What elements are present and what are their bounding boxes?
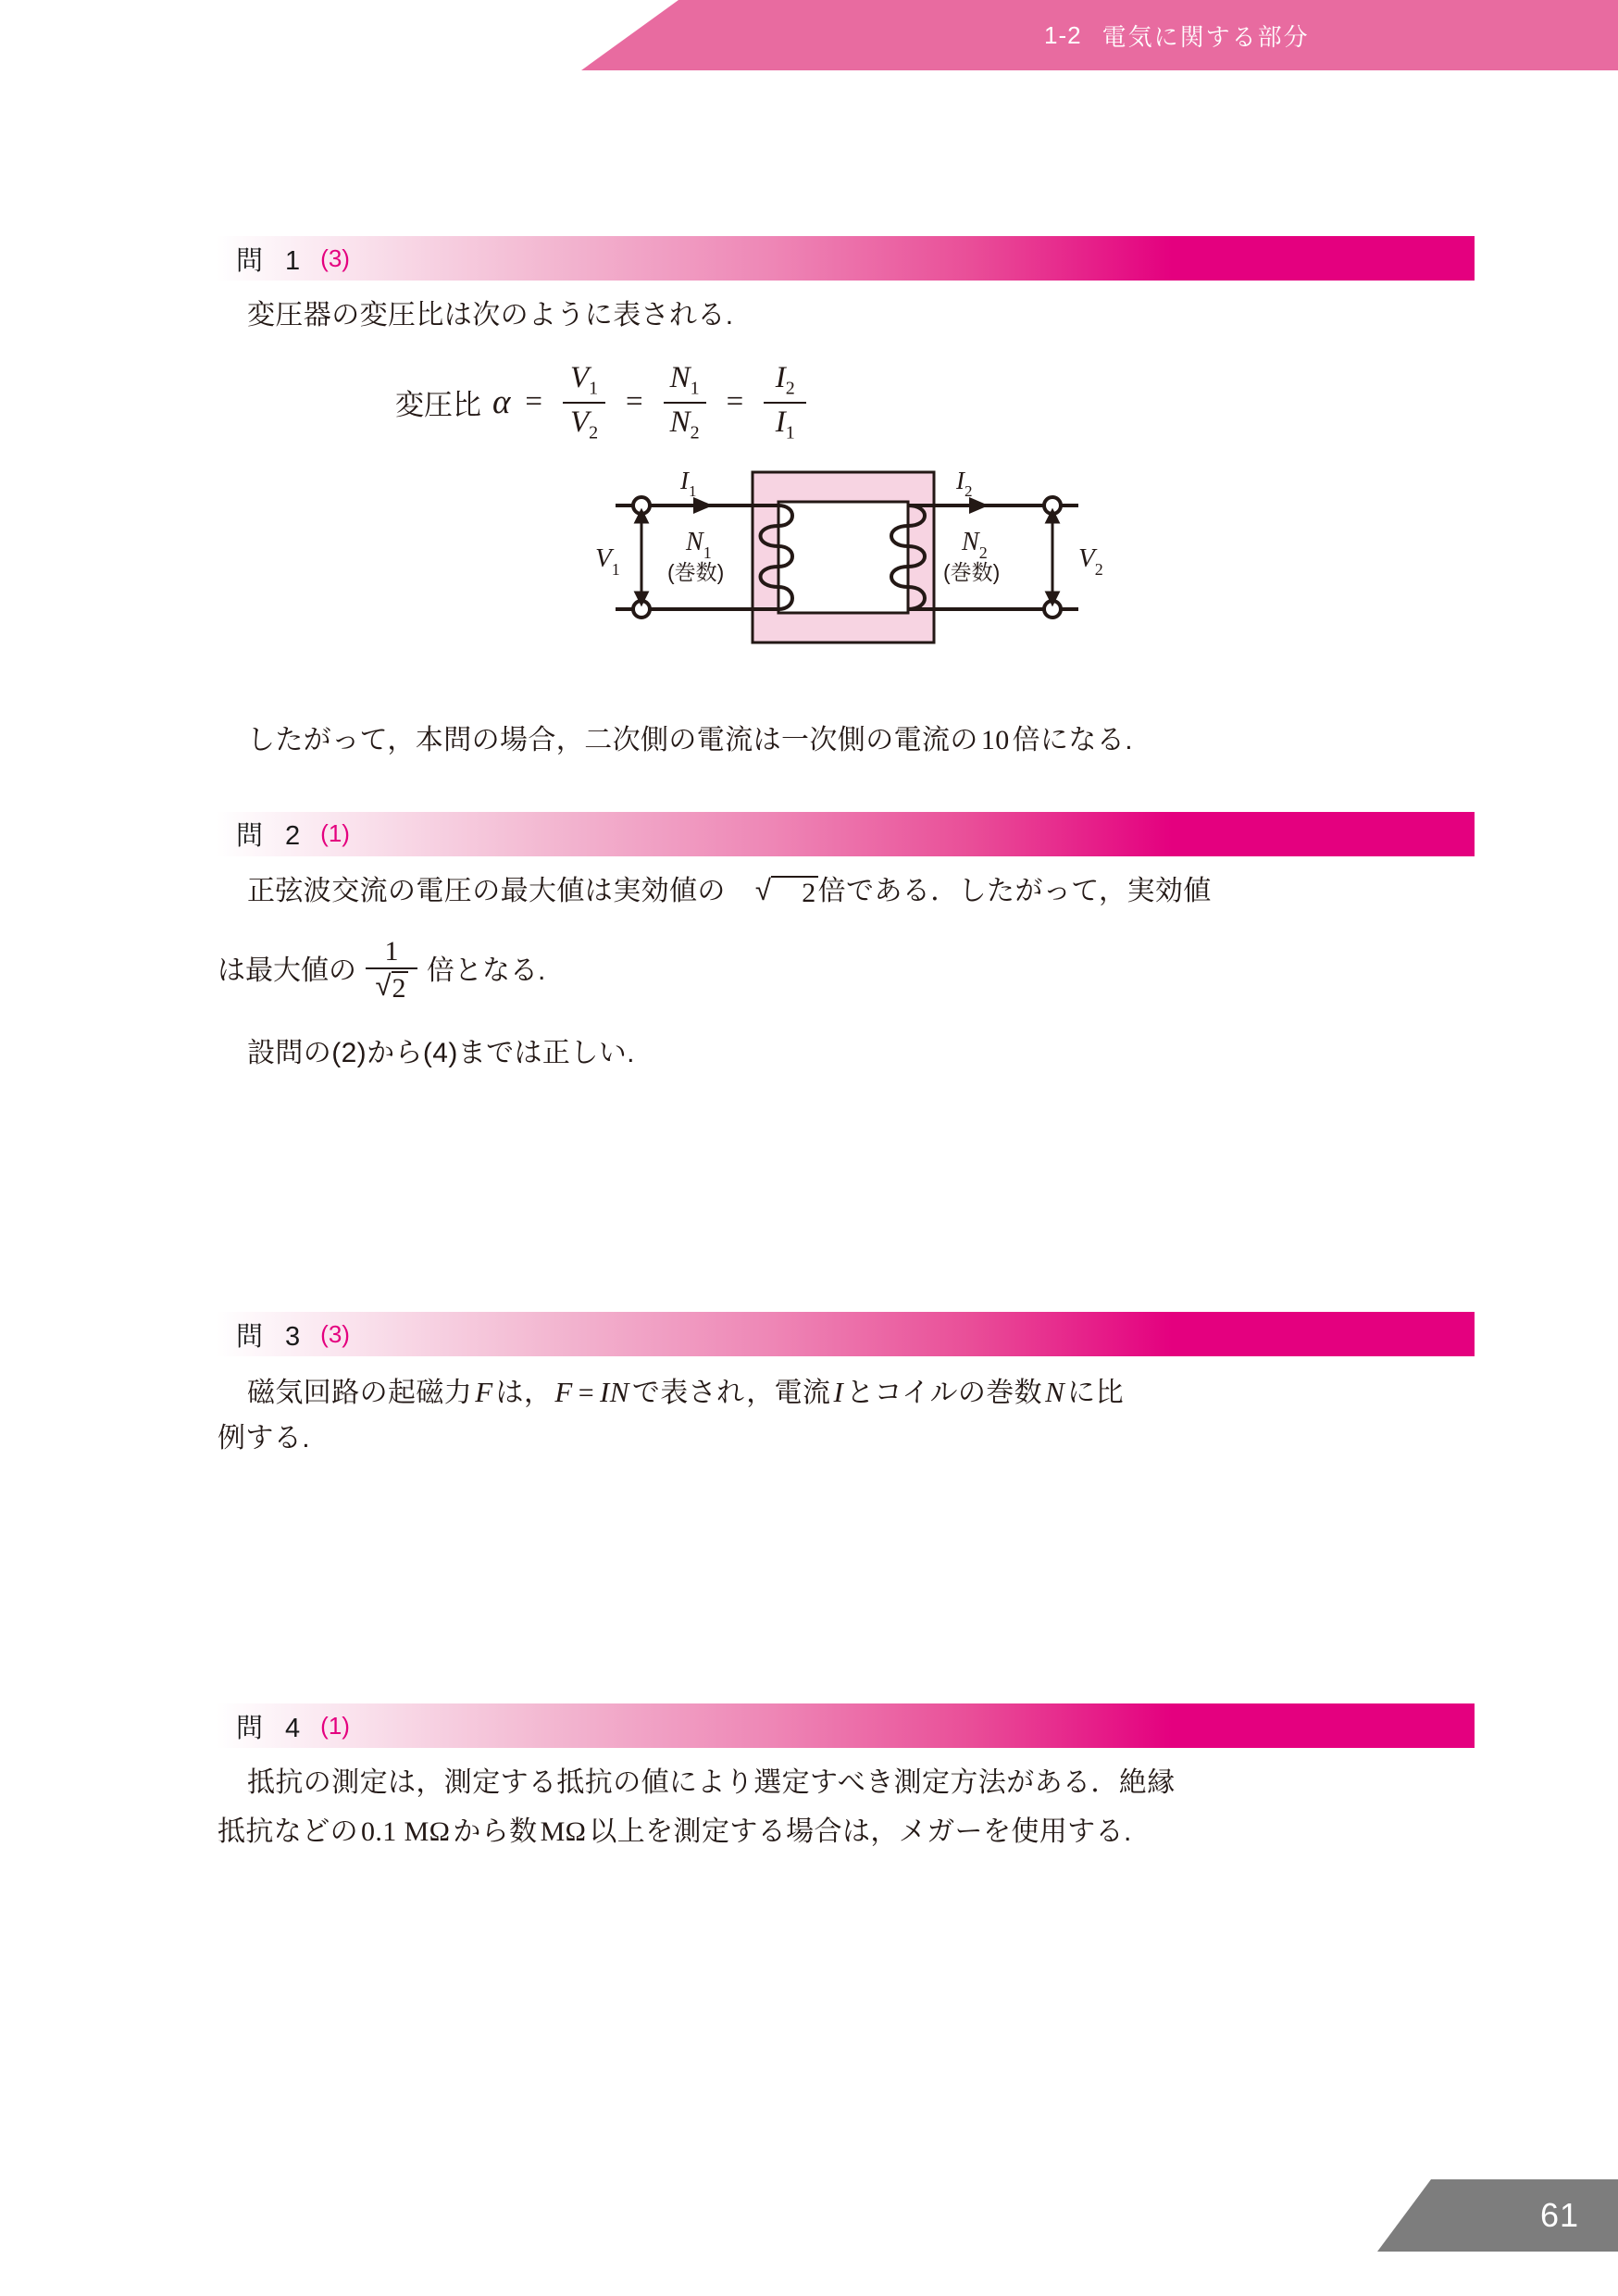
q2-line-2: [218, 938, 1475, 1004]
q1-formula-eq-2: =: [626, 385, 643, 419]
label-primary-current: $I_1$: [680, 466, 697, 500]
q1-frac-i-num: $I_2$: [775, 360, 795, 399]
q2-l2-text-a: は最大値の: [218, 955, 356, 986]
q1-formula: [218, 361, 1475, 444]
q1-p2-text-b: 倍になる.: [1012, 724, 1133, 755]
q1-formula-eq-3: =: [726, 385, 744, 419]
question-3-label: [236, 1316, 302, 1354]
question-2-answer: (1): [320, 819, 350, 848]
question-2-body: [216, 869, 1475, 1077]
secondary-current-arrow: [945, 500, 984, 511]
q2-line-1: [218, 869, 1475, 915]
core-window-rect: [778, 502, 908, 613]
q2-fraction-one-over-root-two: [366, 938, 417, 1004]
q3-l1-text-b: は，: [495, 1378, 553, 1409]
q2-frac-numerator: 1: [384, 936, 399, 967]
q1-frac-v-den: $V_2$: [569, 405, 599, 443]
q2-l1-text-b: 倍である．したがって，実効値: [817, 875, 1212, 906]
header-section-number: 1-2: [1044, 20, 1082, 49]
label-secondary-turns-caption: (巻数): [943, 559, 1001, 584]
q1-formula-alpha: α: [492, 383, 511, 422]
question-3-number: 3: [285, 1321, 303, 1352]
question-4-number: 4: [285, 1713, 303, 1743]
label-primary-voltage: $V_1$: [595, 543, 620, 579]
question-4-heading: [216, 1703, 1475, 1748]
question-4-kanji: 問: [236, 1713, 266, 1743]
question-4-body: [216, 1761, 1475, 1854]
question-1-kanji: 問: [236, 245, 266, 276]
label-primary-turns-caption: (巻数): [667, 559, 725, 584]
q3-var-F1: F: [475, 1376, 493, 1409]
q4-l2-text-b: から数: [453, 1816, 538, 1848]
q3-var-I: I: [833, 1376, 844, 1409]
q1-frac-n-den: $N_2$: [669, 405, 700, 443]
q4-value-0.1-megohm: 0.1 MΩ: [361, 1816, 451, 1848]
q1-formula-eq-1: =: [525, 385, 543, 419]
q3-equals: =: [578, 1378, 595, 1409]
question-1-label: [236, 240, 302, 278]
q3-line-1: [218, 1369, 1475, 1416]
header-title: [581, 0, 1618, 70]
q1-frac-i-bar: [764, 402, 806, 404]
q1-fraction-v: [563, 361, 605, 444]
q3-var-IN: IN: [600, 1376, 629, 1409]
q1-paragraph-2: [218, 718, 1475, 764]
q2-line-3: 設問の(2)から(4)までは正しい.: [247, 1037, 635, 1068]
q4-line-1: 抵抗の測定は，測定する抵抗の値により選定すべき測定方法がある．絶縁: [247, 1767, 1176, 1799]
q1-formula-lead: 変圧比: [395, 389, 481, 422]
q3-l1-text-d: とコイルの巻数: [846, 1378, 1043, 1409]
spacer-after-q2: [216, 1076, 1475, 1312]
q4-value-megohm: MΩ: [540, 1816, 587, 1848]
q1-frac-n-num: $N_1$: [669, 360, 700, 399]
question-1-number: 1: [285, 245, 303, 276]
question-2-number: 2: [285, 821, 303, 852]
header-section-title: 電気に関する部分: [1101, 22, 1310, 51]
q1-p2-text-a: したがって，本問の場合，二次側の電流は一次側の電流の: [247, 724, 978, 755]
q1-p2-number: 10: [980, 724, 1010, 755]
folio-shape: [1377, 2179, 1618, 2252]
q2-frac-den-radicand: 2: [392, 973, 406, 1004]
q1-frac-n-bar: [664, 402, 706, 404]
q3-l1-text-e: に比: [1067, 1378, 1124, 1409]
q4-l2-text-c: 以上を測定する場合は，メガーを使用する.: [589, 1816, 1132, 1848]
primary-current-arrow: [667, 500, 708, 511]
label-secondary-turns: $N_2$: [962, 527, 988, 562]
q3-line-2: 例する.: [218, 1422, 310, 1454]
q3-var-F2: F: [554, 1376, 573, 1409]
q3-l1-text-a: 磁気回路の起磁力: [247, 1378, 473, 1409]
q2-l1-text-a: 正弦波交流の電圧の最大値は実効値の: [247, 875, 726, 906]
question-2-label: [236, 815, 302, 853]
label-secondary-current: $I_2$: [956, 466, 973, 500]
q1-fraction-n: [664, 361, 706, 444]
question-1-body: [216, 293, 1475, 764]
q3-var-N: N: [1045, 1376, 1065, 1409]
page-number: 61: [1539, 2196, 1579, 2234]
question-3-heading: [216, 1312, 1475, 1356]
transformer-figure: [218, 465, 1476, 678]
q2-sqrt-2: √ 2: [754, 873, 816, 908]
question-3-kanji: 問: [236, 1321, 266, 1352]
q2-sqrt-radicand: 2: [771, 876, 817, 908]
q4-line-2: [218, 1810, 1475, 1855]
q3-l1-text-c: で表され，電流: [631, 1378, 831, 1409]
question-2-heading: [216, 812, 1475, 856]
question-3-body: [216, 1369, 1475, 1461]
q1-frac-i-den: $I_1$: [775, 405, 795, 443]
question-4-answer: (1): [320, 1711, 350, 1740]
q1-fraction-i: [764, 361, 806, 444]
content-column: [216, 236, 1475, 1855]
question-4-label: [236, 1707, 302, 1745]
q2-l2-text-b: 倍となる.: [427, 955, 546, 986]
secondary-voltage-arrow: [1047, 511, 1058, 604]
question-3-answer: (3): [320, 1319, 350, 1348]
q1-frac-v-num: $V_1$: [569, 360, 599, 399]
q1-frac-v-bar: [563, 402, 605, 404]
q1-paragraph-1: 変圧器の変圧比は次のように表される.: [247, 300, 734, 331]
label-secondary-voltage: $V_2$: [1078, 543, 1103, 579]
primary-voltage-arrow: [636, 511, 647, 604]
label-primary-turns: $N_1$: [686, 527, 712, 562]
question-1-heading: [216, 236, 1475, 281]
running-header: [0, 0, 1618, 70]
q2-frac-denominator: √ 2: [375, 969, 406, 1004]
q4-l2-text-a: 抵抗などの: [218, 1816, 358, 1848]
question-1-answer: (3): [320, 243, 350, 272]
spacer-after-q3: [216, 1461, 1475, 1703]
transformer-diagram-svg: [579, 465, 1115, 650]
question-2-kanji: 問: [236, 821, 266, 852]
spacer-after-q1: [216, 764, 1475, 812]
page-folio: [1377, 2179, 1618, 2252]
